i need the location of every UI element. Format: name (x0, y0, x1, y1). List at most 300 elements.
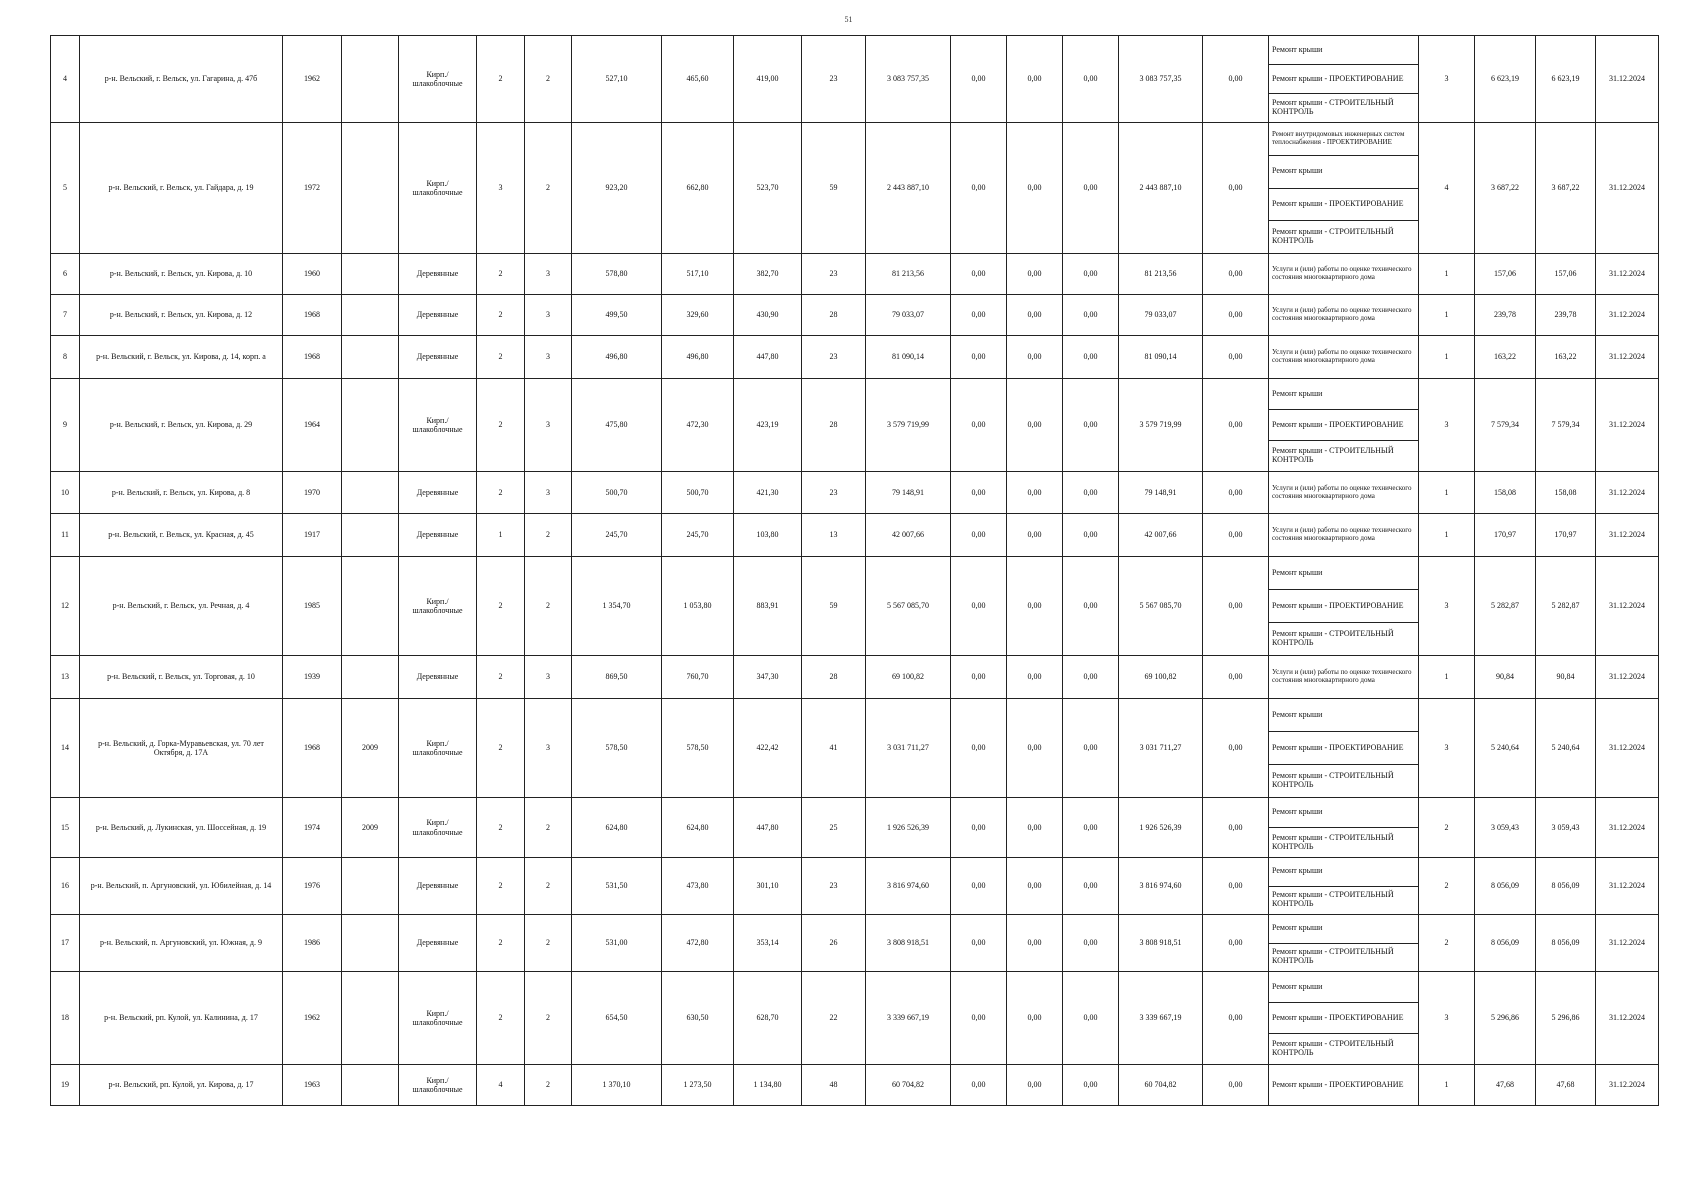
cell-area-living: 473,80 (662, 858, 734, 915)
cell-year: 1968 (283, 295, 342, 336)
cell-cost: 3 031 711,27 (866, 699, 951, 798)
work-item: Ремонт крыши - СТРОИТЕЛЬНЫЙ КОНТРОЛЬ (1269, 622, 1418, 655)
cell-c2: 0,00 (1007, 36, 1063, 123)
cell-residents: 41 (802, 699, 866, 798)
cell-c2: 0,00 (1007, 798, 1063, 858)
cell-year: 1976 (283, 858, 342, 915)
cell-walls: Кирп./ шлакоблочные (399, 123, 477, 254)
cell-area-owned: 423,19 (734, 379, 802, 472)
cell-c4: 79 033,07 (1119, 295, 1203, 336)
cell-walls: Деревянные (399, 472, 477, 514)
cell-works (1269, 36, 1419, 123)
cell-c5: 0,00 (1203, 557, 1269, 656)
cell-area-total: 499,50 (572, 295, 662, 336)
table-row (51, 514, 1659, 557)
cell-unit2: 3 059,43 (1536, 798, 1596, 858)
cell-area-living: 496,80 (662, 336, 734, 379)
cell-count: 2 (1419, 798, 1475, 858)
work-item: Ремонт крыши - СТРОИТЕЛЬНЫЙ КОНТРОЛЬ (1269, 93, 1418, 122)
page-number: 51 (844, 15, 853, 24)
cell-repair-year: 2009 (342, 798, 399, 858)
cell-address: р-н. Вельский, г. Вельск, ул. Кирова, д. 29 (80, 379, 283, 472)
cell-entrances: 3 (525, 699, 572, 798)
cell-c2: 0,00 (1007, 656, 1063, 699)
cell-c2: 0,00 (1007, 336, 1063, 379)
cell-cost: 60 704,82 (866, 1065, 951, 1106)
cell-area-owned: 628,70 (734, 972, 802, 1065)
cell-c5: 0,00 (1203, 858, 1269, 915)
cell-count: 3 (1419, 972, 1475, 1065)
cell-unit1: 90,84 (1475, 656, 1536, 699)
cell-residents: 23 (802, 858, 866, 915)
work-item: Ремонт крыши (1272, 866, 1323, 876)
cell-works (1269, 379, 1419, 472)
cell-unit1: 239,78 (1475, 295, 1536, 336)
cell-repair-year (342, 514, 399, 557)
cell-c2: 0,00 (1007, 557, 1063, 656)
cell-residents: 28 (802, 295, 866, 336)
cell-n: 6 (51, 254, 80, 295)
cell-floors: 2 (477, 254, 525, 295)
cell-walls: Кирп./ шлакоблочные (399, 557, 477, 656)
cell-walls: Кирп./ шлакоблочные (399, 972, 477, 1065)
work-item: Ремонт крыши (1272, 923, 1323, 933)
cell-area-living: 472,80 (662, 915, 734, 972)
cell-address: р-н. Вельский, г. Вельск, ул. Красная, д. 45 (80, 514, 283, 557)
cell-c5: 0,00 (1203, 656, 1269, 699)
table-row (51, 379, 1659, 472)
cell-c1: 0,00 (951, 36, 1007, 123)
cell-entrances: 2 (525, 858, 572, 915)
cell-c2: 0,00 (1007, 972, 1063, 1065)
cell-entrances: 3 (525, 336, 572, 379)
work-item: Ремонт крыши (1272, 388, 1323, 398)
cell-repair-year: 2009 (342, 699, 399, 798)
cell-unit1: 5 240,64 (1475, 699, 1536, 798)
cell-c1: 0,00 (951, 123, 1007, 254)
cell-unit1: 170,97 (1475, 514, 1536, 557)
cell-c3: 0,00 (1063, 472, 1119, 514)
cell-count: 4 (1419, 123, 1475, 254)
cell-repair-year (342, 858, 399, 915)
work-item: Услуги и (или) работы по оценке технического состояния многоквартирного дома (1272, 348, 1412, 364)
cell-repair-year (342, 336, 399, 379)
work-item: Ремонт крыши (1272, 981, 1323, 991)
cell-c1: 0,00 (951, 972, 1007, 1065)
cell-c1: 0,00 (951, 557, 1007, 656)
cell-floors: 2 (477, 699, 525, 798)
cell-works (1269, 915, 1419, 972)
cell-c2: 0,00 (1007, 1065, 1063, 1106)
cell-unit1: 3 687,22 (1475, 123, 1536, 254)
cell-area-owned: 447,80 (734, 336, 802, 379)
cell-c1: 0,00 (951, 1065, 1007, 1106)
cell-c4: 42 007,66 (1119, 514, 1203, 557)
cell-address: р-н. Вельский, рп. Кулой, ул. Калинина, д. 17 (80, 972, 283, 1065)
cell-unit2: 8 056,09 (1536, 858, 1596, 915)
cell-area-owned: 419,00 (734, 36, 802, 123)
cell-count: 1 (1419, 472, 1475, 514)
cell-walls: Кирп./ шлакоблочные (399, 379, 477, 472)
cell-year: 1985 (283, 557, 342, 656)
cell-c4: 5 567 085,70 (1119, 557, 1203, 656)
cell-cost: 3 579 719,99 (866, 379, 951, 472)
cell-residents: 13 (802, 514, 866, 557)
cell-cost: 69 100,82 (866, 656, 951, 699)
cell-floors: 2 (477, 798, 525, 858)
cell-year: 1962 (283, 972, 342, 1065)
cell-c1: 0,00 (951, 656, 1007, 699)
cell-c3: 0,00 (1063, 36, 1119, 123)
cell-date: 31.12.2024 (1596, 656, 1659, 699)
cell-date: 31.12.2024 (1596, 972, 1659, 1065)
cell-walls: Деревянные (399, 656, 477, 699)
cell-area-owned: 421,30 (734, 472, 802, 514)
cell-area-living: 760,70 (662, 656, 734, 699)
cell-count: 1 (1419, 295, 1475, 336)
cell-c1: 0,00 (951, 915, 1007, 972)
cell-date: 31.12.2024 (1596, 1065, 1659, 1106)
cell-count: 1 (1419, 514, 1475, 557)
cell-residents: 28 (802, 379, 866, 472)
work-item: Ремонт крыши - СТРОИТЕЛЬНЫЙ КОНТРОЛЬ (1269, 1033, 1418, 1064)
cell-count: 1 (1419, 336, 1475, 379)
cell-c5: 0,00 (1203, 699, 1269, 798)
cell-floors: 2 (477, 858, 525, 915)
cell-residents: 48 (802, 1065, 866, 1106)
cell-date: 31.12.2024 (1596, 915, 1659, 972)
cell-unit2: 5 282,87 (1536, 557, 1596, 656)
cell-area-owned: 382,70 (734, 254, 802, 295)
cell-area-living: 630,50 (662, 972, 734, 1065)
cell-area-total: 578,50 (572, 699, 662, 798)
cell-area-total: 496,80 (572, 336, 662, 379)
cell-unit1: 47,68 (1475, 1065, 1536, 1106)
cell-unit1: 3 059,43 (1475, 798, 1536, 858)
cell-entrances: 2 (525, 972, 572, 1065)
cell-entrances: 2 (525, 798, 572, 858)
cell-c3: 0,00 (1063, 1065, 1119, 1106)
cell-area-living: 1 053,80 (662, 557, 734, 656)
cell-c3: 0,00 (1063, 915, 1119, 972)
cell-area-living: 245,70 (662, 514, 734, 557)
cell-entrances: 3 (525, 295, 572, 336)
cell-c3: 0,00 (1063, 858, 1119, 915)
cell-cost: 81 213,56 (866, 254, 951, 295)
work-item: Ремонт крыши - ПРОЕКТИРОВАНИЕ (1269, 409, 1418, 440)
cell-date: 31.12.2024 (1596, 379, 1659, 472)
table-row (51, 254, 1659, 295)
cell-unit2: 170,97 (1536, 514, 1596, 557)
cell-n: 14 (51, 699, 80, 798)
cell-repair-year (342, 656, 399, 699)
table-row (51, 798, 1659, 858)
cell-year: 1964 (283, 379, 342, 472)
work-item: Услуги и (или) работы по оценке технического состояния многоквартирного дома (1272, 306, 1412, 322)
cell-works (1269, 1065, 1419, 1106)
cell-c2: 0,00 (1007, 699, 1063, 798)
cell-n: 8 (51, 336, 80, 379)
cell-c1: 0,00 (951, 379, 1007, 472)
cell-n: 18 (51, 972, 80, 1065)
cell-entrances: 3 (525, 472, 572, 514)
cell-c4: 3 339 667,19 (1119, 972, 1203, 1065)
cell-c4: 2 443 887,10 (1119, 123, 1203, 254)
cell-floors: 2 (477, 557, 525, 656)
cell-repair-year (342, 472, 399, 514)
cell-entrances: 3 (525, 656, 572, 699)
cell-area-total: 923,20 (572, 123, 662, 254)
cell-c3: 0,00 (1063, 972, 1119, 1065)
cell-area-living: 329,60 (662, 295, 734, 336)
cell-repair-year (342, 557, 399, 656)
cell-works (1269, 254, 1419, 295)
table-row (51, 972, 1659, 1065)
cell-c2: 0,00 (1007, 472, 1063, 514)
work-item: Ремонт крыши (1272, 807, 1323, 817)
cell-repair-year (342, 36, 399, 123)
cell-unit1: 8 056,09 (1475, 915, 1536, 972)
cell-area-owned: 1 134,80 (734, 1065, 802, 1106)
cell-unit1: 7 579,34 (1475, 379, 1536, 472)
cell-entrances: 2 (525, 514, 572, 557)
cell-walls: Кирп./ шлакоблочные (399, 1065, 477, 1106)
cell-area-total: 500,70 (572, 472, 662, 514)
cell-area-total: 869,50 (572, 656, 662, 699)
cell-entrances: 2 (525, 557, 572, 656)
work-item: Услуги и (или) работы по оценке технического состояния многоквартирного дома (1272, 668, 1412, 684)
cell-residents: 25 (802, 798, 866, 858)
cell-date: 31.12.2024 (1596, 472, 1659, 514)
cell-area-owned: 422,42 (734, 699, 802, 798)
cell-address: р-н. Вельский, д. Лукинская, ул. Шоссейная, д. 19 (80, 798, 283, 858)
cell-year: 1960 (283, 254, 342, 295)
cell-count: 1 (1419, 656, 1475, 699)
cell-c5: 0,00 (1203, 295, 1269, 336)
cell-area-total: 531,50 (572, 858, 662, 915)
cell-area-living: 624,80 (662, 798, 734, 858)
cell-c1: 0,00 (951, 254, 1007, 295)
cell-c5: 0,00 (1203, 379, 1269, 472)
cell-area-total: 1 354,70 (572, 557, 662, 656)
cell-works (1269, 699, 1419, 798)
cell-n: 5 (51, 123, 80, 254)
cell-c4: 81 213,56 (1119, 254, 1203, 295)
cell-entrances: 3 (525, 379, 572, 472)
cell-c3: 0,00 (1063, 699, 1119, 798)
cell-c2: 0,00 (1007, 514, 1063, 557)
cell-floors: 2 (477, 379, 525, 472)
cell-c5: 0,00 (1203, 915, 1269, 972)
cell-address: р-н. Вельский, г. Вельск, ул. Кирова, д. 10 (80, 254, 283, 295)
cell-works (1269, 514, 1419, 557)
cell-area-total: 654,50 (572, 972, 662, 1065)
table-row (51, 858, 1659, 915)
cell-area-living: 1 273,50 (662, 1065, 734, 1106)
cell-unit2: 158,08 (1536, 472, 1596, 514)
cell-date: 31.12.2024 (1596, 254, 1659, 295)
cell-works (1269, 295, 1419, 336)
cell-c4: 3 816 974,60 (1119, 858, 1203, 915)
cell-date: 31.12.2024 (1596, 858, 1659, 915)
cell-unit2: 8 056,09 (1536, 915, 1596, 972)
cell-residents: 23 (802, 472, 866, 514)
cell-n: 17 (51, 915, 80, 972)
cell-c4: 79 148,91 (1119, 472, 1203, 514)
cell-works (1269, 798, 1419, 858)
cell-n: 11 (51, 514, 80, 557)
cell-n: 4 (51, 36, 80, 123)
cell-c5: 0,00 (1203, 36, 1269, 123)
cell-year: 1986 (283, 915, 342, 972)
cell-address: р-н. Вельский, г. Вельск, ул. Гагарина, д. 47б (80, 36, 283, 123)
cell-count: 1 (1419, 1065, 1475, 1106)
cell-residents: 26 (802, 915, 866, 972)
cell-unit1: 5 282,87 (1475, 557, 1536, 656)
cell-unit2: 5 296,86 (1536, 972, 1596, 1065)
cell-area-owned: 353,14 (734, 915, 802, 972)
cell-date: 31.12.2024 (1596, 798, 1659, 858)
cell-address: р-н. Вельский, г. Вельск, ул. Торговая, д. 10 (80, 656, 283, 699)
cell-c4: 1 926 526,39 (1119, 798, 1203, 858)
cell-area-owned: 301,10 (734, 858, 802, 915)
cell-works (1269, 557, 1419, 656)
cell-unit1: 158,08 (1475, 472, 1536, 514)
cell-works (1269, 472, 1419, 514)
cell-repair-year (342, 123, 399, 254)
cell-repair-year (342, 379, 399, 472)
cell-repair-year (342, 295, 399, 336)
work-item: Ремонт крыши (1269, 155, 1418, 188)
cell-area-living: 465,60 (662, 36, 734, 123)
cell-area-total: 527,10 (572, 36, 662, 123)
cell-date: 31.12.2024 (1596, 295, 1659, 336)
cell-area-living: 578,50 (662, 699, 734, 798)
cell-count: 3 (1419, 379, 1475, 472)
cell-cost: 3 816 974,60 (866, 858, 951, 915)
cell-date: 31.12.2024 (1596, 336, 1659, 379)
cell-date: 31.12.2024 (1596, 557, 1659, 656)
cell-floors: 2 (477, 472, 525, 514)
cell-c1: 0,00 (951, 295, 1007, 336)
cell-unit1: 163,22 (1475, 336, 1536, 379)
cell-cost: 79 033,07 (866, 295, 951, 336)
cell-unit2: 7 579,34 (1536, 379, 1596, 472)
cell-area-living: 472,30 (662, 379, 734, 472)
work-item: Ремонт крыши - СТРОИТЕЛЬНЫЙ КОНТРОЛЬ (1269, 943, 1418, 972)
cell-unit1: 8 056,09 (1475, 858, 1536, 915)
cell-works (1269, 656, 1419, 699)
work-item: Услуги и (или) работы по оценке технического состояния многоквартирного дома (1272, 265, 1412, 281)
cell-address: р-н. Вельский, г. Вельск, ул. Гайдара, д. 19 (80, 123, 283, 254)
table-row (51, 336, 1659, 379)
cell-area-owned: 883,91 (734, 557, 802, 656)
cell-c3: 0,00 (1063, 379, 1119, 472)
cell-address: р-н. Вельский, г. Вельск, ул. Кирова, д. 8 (80, 472, 283, 514)
cell-residents: 23 (802, 36, 866, 123)
work-item: Ремонт крыши - СТРОИТЕЛЬНЫЙ КОНТРОЛЬ (1269, 764, 1418, 797)
work-item: Ремонт крыши - ПРОЕКТИРОВАНИЕ (1269, 64, 1418, 93)
cell-cost: 5 567 085,70 (866, 557, 951, 656)
cell-cost: 79 148,91 (866, 472, 951, 514)
cell-area-total: 624,80 (572, 798, 662, 858)
cell-count: 2 (1419, 915, 1475, 972)
cell-area-owned: 347,30 (734, 656, 802, 699)
cell-count: 3 (1419, 699, 1475, 798)
cell-count: 3 (1419, 36, 1475, 123)
table-row (51, 915, 1659, 972)
table-row (51, 472, 1659, 514)
cell-address: р-н. Вельский, д. Горка-Муравьевская, ул. 70 лет Октября, д. 17А (80, 699, 283, 798)
cell-c2: 0,00 (1007, 915, 1063, 972)
cell-floors: 2 (477, 972, 525, 1065)
cell-year: 1968 (283, 699, 342, 798)
cell-c3: 0,00 (1063, 295, 1119, 336)
cell-entrances: 3 (525, 254, 572, 295)
cell-n: 12 (51, 557, 80, 656)
cell-cost: 3 083 757,35 (866, 36, 951, 123)
cell-walls: Кирп./ шлакоблочные (399, 36, 477, 123)
cell-walls: Деревянные (399, 336, 477, 379)
cell-c1: 0,00 (951, 514, 1007, 557)
cell-c1: 0,00 (951, 699, 1007, 798)
cell-c5: 0,00 (1203, 254, 1269, 295)
cell-entrances: 2 (525, 915, 572, 972)
cell-c1: 0,00 (951, 858, 1007, 915)
cell-year: 1962 (283, 36, 342, 123)
cell-cost: 1 926 526,39 (866, 798, 951, 858)
cell-c2: 0,00 (1007, 858, 1063, 915)
cell-year: 1939 (283, 656, 342, 699)
cell-unit2: 47,68 (1536, 1065, 1596, 1106)
work-item: Ремонт крыши - ПРОЕКТИРОВАНИЕ (1269, 731, 1418, 764)
work-item: Ремонт крыши - СТРОИТЕЛЬНЫЙ КОНТРОЛЬ (1269, 886, 1418, 915)
cell-year: 1972 (283, 123, 342, 254)
table-row (51, 295, 1659, 336)
cell-address: р-н. Вельский, рп. Кулой, ул. Кирова, д. 17 (80, 1065, 283, 1106)
cell-cost: 3 339 667,19 (866, 972, 951, 1065)
cell-entrances: 2 (525, 1065, 572, 1106)
cell-cost: 2 443 887,10 (866, 123, 951, 254)
cell-c5: 0,00 (1203, 514, 1269, 557)
cell-c4: 3 031 711,27 (1119, 699, 1203, 798)
cell-c4: 3 808 918,51 (1119, 915, 1203, 972)
cell-works (1269, 972, 1419, 1065)
work-item: Ремонт крыши (1272, 709, 1323, 719)
repair-register-table (50, 35, 1659, 1106)
cell-floors: 2 (477, 915, 525, 972)
cell-walls: Кирп./ шлакоблочные (399, 798, 477, 858)
cell-c3: 0,00 (1063, 123, 1119, 254)
cell-area-living: 662,80 (662, 123, 734, 254)
cell-c5: 0,00 (1203, 798, 1269, 858)
work-item: Ремонт крыши - ПРОЕКТИРОВАНИЕ (1272, 1079, 1404, 1089)
cell-area-total: 1 370,10 (572, 1065, 662, 1106)
table-row (51, 123, 1659, 254)
cell-unit2: 3 687,22 (1536, 123, 1596, 254)
cell-c3: 0,00 (1063, 798, 1119, 858)
cell-area-total: 531,00 (572, 915, 662, 972)
cell-date: 31.12.2024 (1596, 36, 1659, 123)
cell-c2: 0,00 (1007, 123, 1063, 254)
cell-address: р-н. Вельский, г. Вельск, ул. Речная, д. 4 (80, 557, 283, 656)
work-item: Ремонт крыши - ПРОЕКТИРОВАНИЕ (1269, 1002, 1418, 1033)
work-item: Ремонт внутридомовых инженерных систем теплоснабжения - ПРОЕКТИРОВАНИЕ (1272, 130, 1405, 146)
cell-entrances: 2 (525, 123, 572, 254)
cell-walls: Деревянные (399, 858, 477, 915)
work-item: Ремонт крыши - СТРОИТЕЛЬНЫЙ КОНТРОЛЬ (1269, 220, 1418, 253)
cell-works (1269, 336, 1419, 379)
